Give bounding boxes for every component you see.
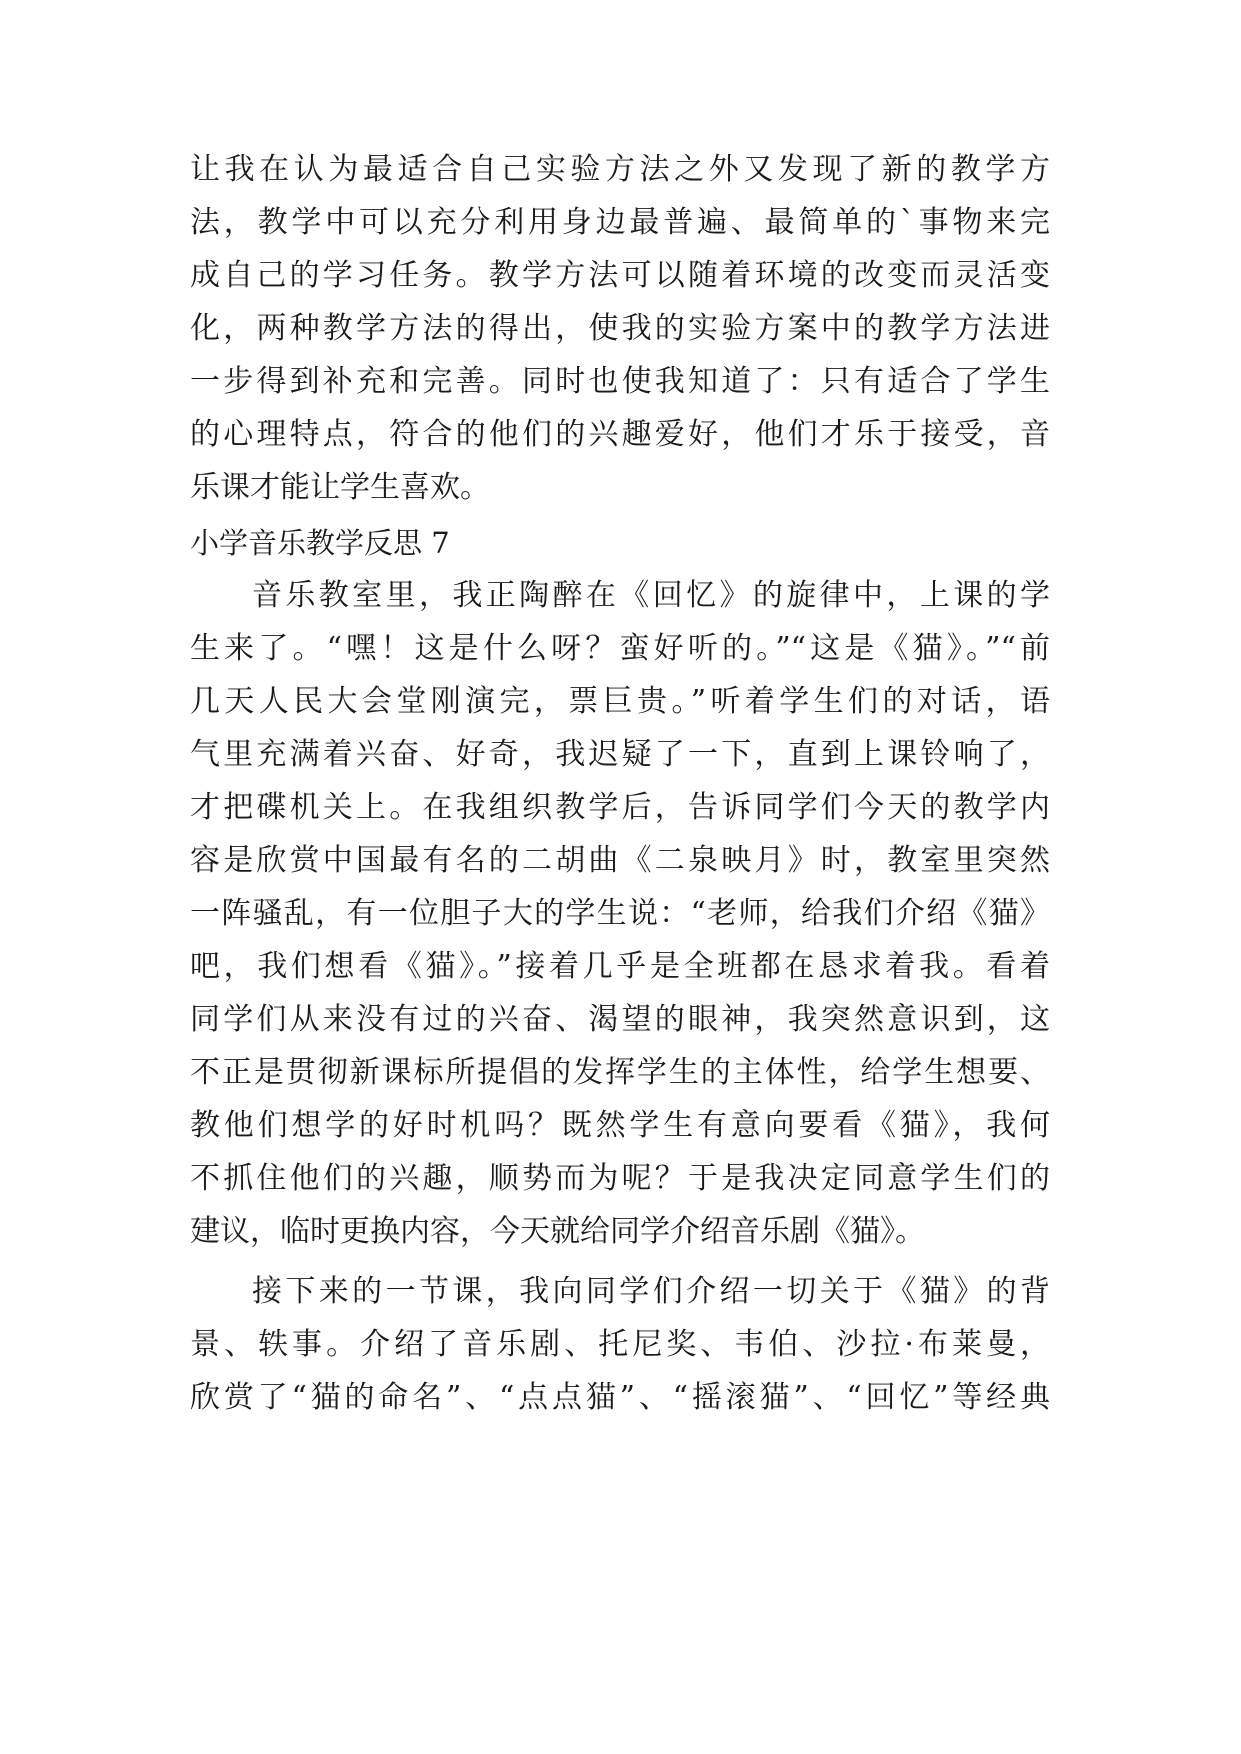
paragraph-line: 一步得到补充和完善。同时也使我知道了：只有适合了学生 [190,364,1050,399]
paragraph-line: 景、轶事。介绍了音乐剧、托尼奖、韦伯、沙拉·布莱曼， [190,1327,1050,1362]
paragraph-line: 一阵骚乱，有一位胆子大的学生说：“老师，给我们介绍《猫》 [190,896,1050,931]
paragraph-line: 的心理特点，符合的他们的兴趣爱好，他们才乐于接受，音 [190,417,1050,452]
paragraph-line: 建议，临时更换内容，今天就给同学介绍音乐剧《猫》。 [190,1214,925,1249]
paragraph-line: 让我在认为最适合自己实验方法之外又发现了新的教学方 [190,152,1050,187]
paragraph-line: 才把碟机关上。在我组织教学后，告诉同学们今天的教学内 [190,790,1050,825]
paragraph-line: 化，两种教学方法的得出，使我的实验方案中的教学方法进 [190,311,1050,346]
paragraph-line: 气里充满着兴奋、好奇，我迟疑了一下，直到上课铃响了， [190,737,1050,772]
paragraph-line: 成自己的学习任务。教学方法可以随着环境的改变而灵活变 [190,258,1050,293]
paragraph-line: 音乐教室里，我正陶醉在《回忆》的旋律中，上课的学 [252,578,1050,613]
paragraph-line: 教他们想学的好时机吗？既然学生有意向要看《猫》，我何 [190,1108,1050,1143]
paragraph-line: 接下来的一节课，我向同学们介绍一切关于《猫》的背 [252,1274,1050,1309]
paragraph-line: 乐课才能让学生喜欢。 [190,470,490,505]
paragraph-line: 吧，我们想看《猫》。”接着几乎是全班都在恳求着我。看着 [190,949,1050,984]
paragraph-line: 不正是贯彻新课标所提倡的发挥学生的主体性，给学生想要、 [190,1055,1050,1090]
section-heading: 小学音乐教学反思 7 [190,526,450,560]
paragraph-line: 容是欣赏中国最有名的二胡曲《二泉映月》时，教室里突然 [190,843,1050,878]
paragraph-line: 不抓住他们的兴趣，顺势而为呢？于是我决定同意学生们的 [190,1161,1050,1196]
paragraph-line: 几天人民大会堂刚演完，票巨贵。”听着学生们的对话，语 [190,684,1050,719]
paragraph-line: 法，教学中可以充分利用身边最普遍、最简单的`事物来完 [190,205,1050,240]
paragraph-line: 生来了。“嘿！这是什么呀？蛮好听的。”“这是《猫》。”“前 [190,631,1050,666]
paragraph-line: 同学们从来没有过的兴奋、渴望的眼神，我突然意识到，这 [190,1002,1050,1037]
paragraph-line: 欣赏了“猫的命名”、“点点猫”、“摇滚猫”、“回忆”等经典 [190,1380,1050,1415]
